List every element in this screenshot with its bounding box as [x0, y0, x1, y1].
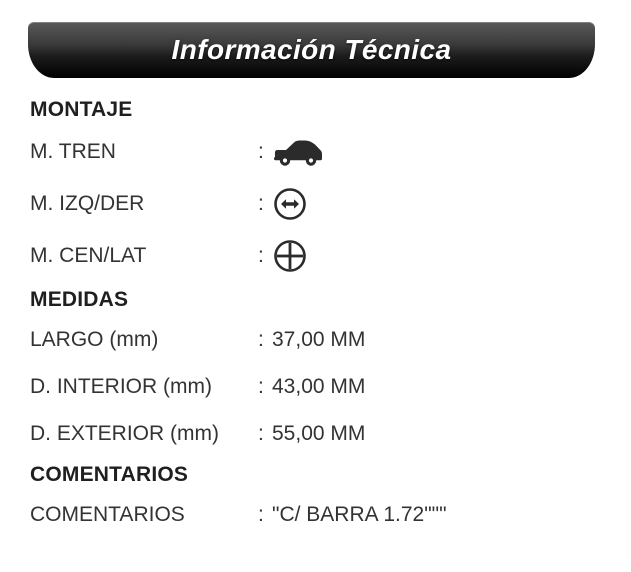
header-banner: [28, 22, 595, 78]
row-label: M. CEN/LAT: [30, 244, 147, 267]
row-separator: :: [258, 502, 264, 526]
row-separator: :: [258, 327, 264, 351]
row-label: M. TREN: [30, 140, 116, 163]
section-title-comentarios: COMENTARIOS: [30, 463, 189, 486]
row-label: M. IZQ/DER: [30, 192, 145, 215]
row-separator: :: [258, 244, 264, 267]
row-value: "C/ BARRA 1.72""": [272, 502, 447, 526]
row-largo: [30, 316, 611, 363]
row-m-cen-lat: [30, 230, 611, 282]
row-value: 37,00 MM: [272, 327, 366, 351]
row-m-izq-der: [30, 178, 611, 230]
section-title-medidas: MEDIDAS: [30, 288, 129, 311]
section-title-montaje: MONTAJE: [30, 98, 133, 121]
row-comentarios: [30, 491, 611, 538]
row-label: D. EXTERIOR (mm): [30, 421, 219, 445]
row-value: 55,00 MM: [272, 421, 366, 445]
row-diametro-exterior: [30, 410, 611, 457]
content-area: [30, 92, 611, 538]
left-right-arrow-icon: [272, 184, 332, 224]
row-value: 43,00 MM: [272, 374, 366, 398]
row-label: D. INTERIOR (mm): [30, 374, 212, 398]
row-separator: :: [258, 421, 264, 445]
row-separator: :: [258, 374, 264, 398]
row-label: COMENTARIOS: [30, 502, 185, 526]
page-title: Información Técnica: [171, 34, 452, 65]
row-diametro-interior: [30, 363, 611, 410]
row-separator: :: [258, 192, 264, 215]
row-separator: :: [258, 140, 264, 163]
row-label: LARGO (mm): [30, 327, 159, 351]
car-side-icon: [272, 132, 332, 172]
cross-circle-icon: [272, 236, 332, 276]
row-m-tren: [30, 126, 611, 178]
